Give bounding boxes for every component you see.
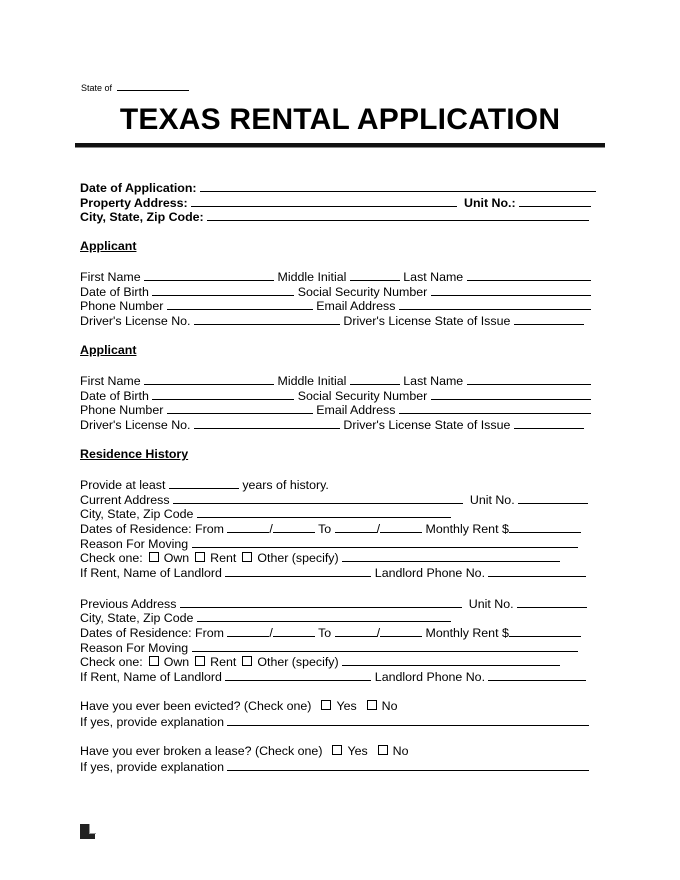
applicant-2-heading: Applicant — [80, 343, 137, 357]
current-address-input[interactable] — [173, 492, 463, 504]
current-address-row: Current Address Unit No. — [80, 492, 588, 508]
current-landlord-name-input[interactable] — [225, 565, 371, 577]
state-of-input[interactable] — [117, 81, 189, 91]
current-reason-row: Reason For Moving — [80, 536, 578, 552]
applicant-2-dob-input[interactable] — [152, 388, 294, 400]
years-of-history-row: Provide at least years of history. — [80, 478, 329, 492]
applicant-1-last-name-input[interactable] — [467, 269, 591, 281]
previous-address-row: Previous Address Unit No. — [80, 596, 587, 612]
applicant-1-heading: Applicant — [80, 239, 137, 253]
applicant-1-phone-input[interactable] — [167, 298, 313, 310]
applicant-1-phone-row: Phone Number Email Address — [80, 298, 591, 314]
legal-templates-logo-icon — [80, 824, 95, 839]
applicant-2-dob-row: Date of Birth Social Security Number — [80, 388, 591, 404]
current-rent-checkbox[interactable] — [195, 552, 205, 562]
applicant-2-phone-input[interactable] — [167, 402, 313, 414]
current-landlord-phone-input[interactable] — [488, 565, 586, 577]
applicant-1-name-row: First Name Middle Initial Last Name — [80, 269, 591, 285]
previous-to-month-input[interactable] — [335, 625, 377, 637]
broken-lease-explanation-input[interactable] — [227, 759, 589, 771]
logo-notch — [89, 824, 96, 834]
years-of-history-input[interactable] — [169, 477, 239, 489]
evicted-explanation-input[interactable] — [227, 714, 589, 726]
previous-other-checkbox[interactable] — [242, 656, 252, 666]
previous-dates-row: Dates of Residence: From / To / Monthly Rent $ — [80, 625, 581, 641]
current-city-input[interactable] — [197, 506, 451, 518]
broken-lease-no-checkbox[interactable] — [378, 745, 388, 755]
applicant-1-email-input[interactable] — [399, 298, 591, 310]
current-from-month-input[interactable] — [227, 521, 269, 533]
applicant-2-first-name-input[interactable] — [144, 373, 274, 385]
previous-to-year-input[interactable] — [380, 625, 422, 637]
evicted-question-row: Have you ever been evicted? (Check one) Yes No — [80, 699, 398, 713]
property-unit-input[interactable] — [519, 195, 591, 207]
property-city-row: City, State, Zip Code: — [80, 209, 589, 225]
current-ownership-row: Check one: Own Rent Other (specify) — [80, 550, 560, 566]
broken-lease-explanation-row: If yes, provide explanation — [80, 759, 589, 775]
property-city-input[interactable] — [207, 209, 589, 221]
applicant-1-middle-initial-input[interactable] — [350, 269, 400, 281]
applicant-1-dl-row: Driver's License No. Driver's License State of Issue — [80, 313, 584, 329]
evicted-no-checkbox[interactable] — [367, 700, 377, 710]
evicted-explanation-row: If yes, provide explanation — [80, 714, 589, 730]
property-address-input[interactable] — [191, 195, 457, 207]
current-other-input[interactable] — [342, 550, 560, 562]
current-unit-input[interactable] — [518, 492, 588, 504]
previous-from-month-input[interactable] — [227, 625, 269, 637]
broken-lease-question-row: Have you ever broken a lease? (Check one) Yes No — [80, 744, 409, 758]
previous-address-input[interactable] — [180, 596, 462, 608]
applicant-1-dl-no-input[interactable] — [194, 313, 340, 325]
broken-lease-yes-checkbox[interactable] — [332, 745, 342, 755]
previous-city-row: City, State, Zip Code — [80, 610, 451, 626]
current-from-year-input[interactable] — [273, 521, 315, 533]
current-to-month-input[interactable] — [335, 521, 377, 533]
applicant-2-phone-row: Phone Number Email Address — [80, 402, 591, 418]
current-own-checkbox[interactable] — [149, 552, 159, 562]
page-title: TEXAS RENTAL APPLICATION — [119, 103, 561, 136]
applicant-2-email-input[interactable] — [399, 402, 591, 414]
title-divider — [75, 143, 605, 147]
current-city-row: City, State, Zip Code — [80, 506, 451, 522]
previous-other-input[interactable] — [342, 654, 560, 666]
current-monthly-rent-input[interactable] — [509, 521, 581, 533]
previous-reason-row: Reason For Moving — [80, 640, 578, 656]
applicant-1-dl-state-input[interactable] — [514, 313, 584, 325]
date-of-application-input[interactable] — [200, 180, 596, 192]
applicant-2-last-name-input[interactable] — [467, 373, 591, 385]
applicant-2-dl-no-input[interactable] — [194, 417, 340, 429]
applicant-2-name-row: First Name Middle Initial Last Name — [80, 373, 591, 389]
current-other-checkbox[interactable] — [242, 552, 252, 562]
current-landlord-row: If Rent, Name of Landlord Landlord Phone No. — [80, 565, 586, 581]
previous-from-year-input[interactable] — [273, 625, 315, 637]
current-to-year-input[interactable] — [380, 521, 422, 533]
previous-monthly-rent-input[interactable] — [509, 625, 581, 637]
evicted-yes-checkbox[interactable] — [321, 700, 331, 710]
property-address-row: Property Address: Unit No.: — [80, 195, 591, 211]
previous-landlord-name-input[interactable] — [225, 669, 371, 681]
previous-unit-input[interactable] — [517, 596, 587, 608]
previous-rent-checkbox[interactable] — [195, 656, 205, 666]
previous-reason-input[interactable] — [192, 640, 578, 652]
date-of-application-row: Date of Application: — [80, 180, 596, 196]
previous-landlord-row: If Rent, Name of Landlord Landlord Phone No. — [80, 669, 586, 685]
applicant-2-dl-row: Driver's License No. Driver's License State of Issue — [80, 417, 584, 433]
current-dates-row: Dates of Residence: From / To / Monthly Rent $ — [80, 521, 581, 537]
previous-city-input[interactable] — [197, 610, 451, 622]
applicant-2-dl-state-input[interactable] — [514, 417, 584, 429]
previous-ownership-row: Check one: Own Rent Other (specify) — [80, 654, 560, 670]
applicant-1-ssn-input[interactable] — [431, 284, 591, 296]
applicant-2-ssn-input[interactable] — [431, 388, 591, 400]
residence-history-heading: Residence History — [80, 447, 189, 461]
state-of-field — [81, 81, 189, 93]
previous-landlord-phone-input[interactable] — [488, 669, 586, 681]
current-reason-input[interactable] — [192, 536, 578, 548]
state-of-label: State of — [81, 83, 113, 93]
applicant-1-dob-input[interactable] — [152, 284, 294, 296]
applicant-2-middle-initial-input[interactable] — [350, 373, 400, 385]
applicant-1-dob-row: Date of Birth Social Security Number — [80, 284, 591, 300]
applicant-1-first-name-input[interactable] — [144, 269, 274, 281]
previous-own-checkbox[interactable] — [149, 656, 159, 666]
